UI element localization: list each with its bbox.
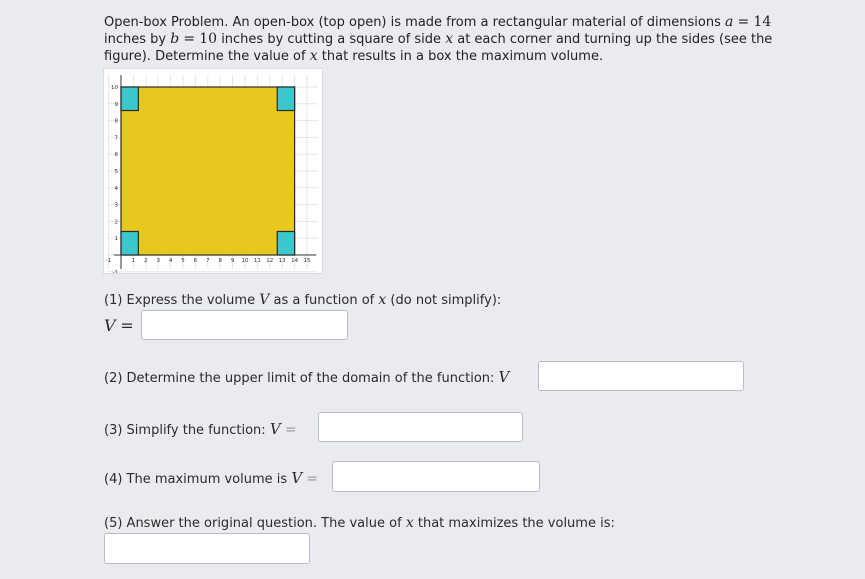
- equals-sign: =: [306, 471, 319, 487]
- volume-variable: V: [291, 469, 303, 487]
- x-tick-label: 6: [193, 258, 198, 264]
- equals-sign: =: [737, 14, 750, 30]
- b-value: 10: [199, 31, 218, 47]
- b-variable: b: [170, 31, 180, 47]
- box-figure-graph: [104, 69, 322, 273]
- question-1-text-b: as a function of: [273, 293, 375, 308]
- volume-variable: V: [104, 316, 116, 335]
- question-4: [104, 469, 318, 487]
- corner-square-bottom-right: [277, 231, 294, 255]
- x-tick-label: 7: [206, 258, 210, 264]
- y-tick-labels: [111, 85, 119, 273]
- question-1-text-c: (do not simplify):: [390, 293, 502, 308]
- volume-variable: V: [269, 420, 281, 438]
- y-tick-label: 4: [114, 185, 118, 192]
- volume-variable: V: [259, 292, 270, 308]
- x-tick-label: 10: [241, 258, 249, 264]
- y-tick-label: 10: [111, 85, 118, 91]
- x-tick-label: 3: [156, 258, 160, 264]
- x-tick-label: 1: [131, 258, 136, 264]
- y-tick-label: 7: [114, 135, 118, 142]
- x-tick-label: 14: [291, 258, 299, 264]
- y-tick-label: -1: [112, 269, 118, 273]
- problem-line2-text: inches by: [104, 32, 167, 47]
- problem-line3-tail: that results in a box the maximum volume.: [321, 49, 604, 64]
- question-1-text: (1) Express the volume: [104, 293, 256, 308]
- y-tick-label: 3: [114, 202, 118, 209]
- x-tick-label: 11: [253, 258, 261, 264]
- answer-1-input[interactable]: [141, 310, 348, 340]
- problem-line2-text-b: inches by cutting a square of side: [221, 32, 442, 47]
- problem-line1-text: Open-box Problem. An open-box (top open) is made from a rectangular material of dimensions: [104, 15, 721, 30]
- x-tick-label: -1: [105, 258, 112, 264]
- equals-sign: =: [183, 31, 196, 47]
- x-variable: x: [445, 31, 454, 47]
- problem-line3-text: figure). Determine the value of: [104, 49, 306, 64]
- y-tick-label: 9: [114, 101, 118, 108]
- y-tick-label: 5: [114, 169, 118, 175]
- y-tick-label: 1: [114, 236, 118, 243]
- x-tick-label: 5: [181, 258, 185, 264]
- a-value: 14: [753, 14, 772, 30]
- x-tick-label: 12: [266, 258, 274, 264]
- question-1: [104, 292, 501, 308]
- answer-3-input[interactable]: [318, 412, 523, 442]
- question-1-lhs: [104, 316, 134, 335]
- equals-sign: =: [284, 422, 297, 438]
- x-tick-label: 4: [168, 258, 173, 264]
- question-5: [104, 515, 615, 531]
- x-tick-label: 13: [278, 258, 286, 264]
- y-tick-label: 2: [114, 219, 118, 226]
- x-tick-label: 8: [218, 258, 222, 264]
- x-tick-label: 2: [144, 258, 148, 264]
- x-tick-label: 15: [303, 258, 311, 264]
- volume-variable: V: [498, 368, 510, 386]
- problem-statement: [104, 14, 804, 65]
- a-variable: a: [725, 14, 734, 30]
- corner-square-bottom-left: [121, 231, 138, 255]
- question-2-text: (2) Determine the upper limit of the domain of the function:: [104, 371, 495, 386]
- answer-5-input[interactable]: [104, 533, 310, 564]
- corner-square-top-right: [277, 87, 294, 111]
- question-5-text: (5) Answer the original question. The value of: [104, 516, 402, 531]
- box-figure: [103, 68, 323, 274]
- x-variable: x: [309, 48, 318, 64]
- y-tick-label: 8: [114, 118, 118, 125]
- y-tick-label: 6: [114, 152, 118, 159]
- equals-sign: =: [120, 316, 134, 335]
- material-sheet: [121, 87, 295, 255]
- x-tick-labels: [106, 258, 311, 264]
- x-variable: x: [405, 515, 414, 531]
- corner-square-top-left: [121, 87, 138, 111]
- answer-2-input[interactable]: [538, 361, 744, 391]
- problem-line2-tail: at each corner and turning up the sides (see the: [457, 32, 773, 47]
- question-4-text: (4) The maximum volume is: [104, 472, 288, 487]
- question-5-text-b: that maximizes the volume is:: [417, 516, 615, 531]
- x-tick-label: 9: [230, 258, 235, 264]
- x-variable: x: [378, 292, 387, 308]
- question-3: [104, 420, 297, 438]
- answer-4-input[interactable]: [332, 461, 540, 492]
- question-3-text: (3) Simplify the function:: [104, 423, 266, 438]
- question-2: [104, 368, 509, 386]
